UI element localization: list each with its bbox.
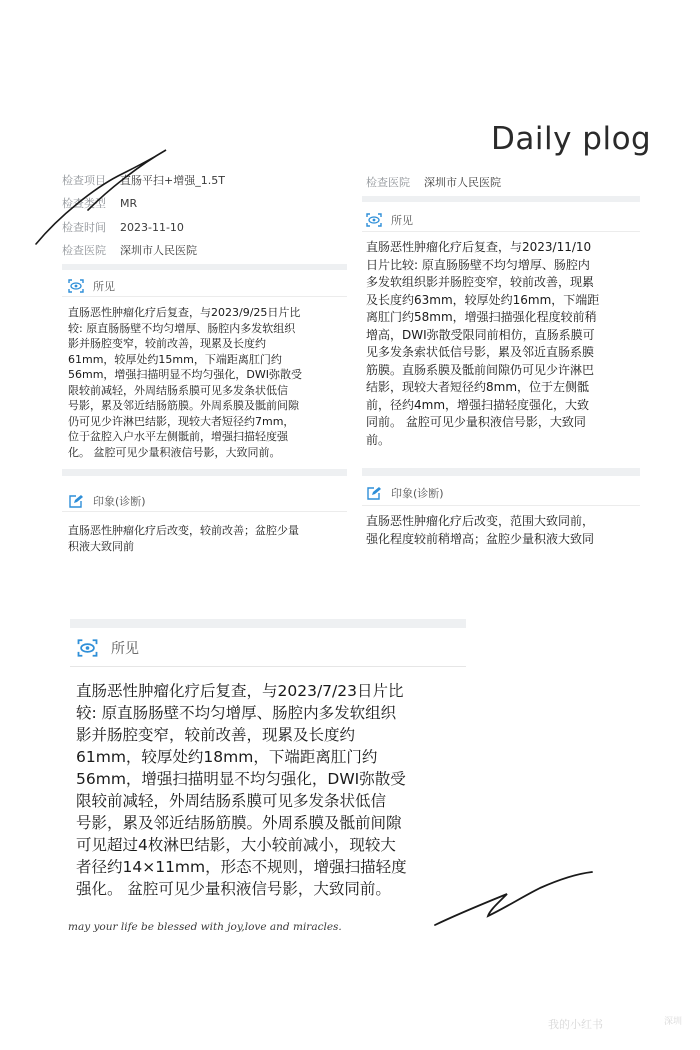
- meta-label: 检查项目: [62, 174, 106, 187]
- pen-swoosh-top: [36, 150, 166, 244]
- meta-value: 深圳市人民医院: [424, 176, 501, 189]
- findings-text: 直肠恶性肿瘤化疗后复查，与2023/7/23日片比 较: 原直肠肠壁不均匀增厚、肠腔内多发软组织 影并肠腔变窄，较前改善，现累及长度约 61mm，较厚处约18mm，下端距离肛门约 56mm，增强扫描明显不均匀强化，DWI弥散受 限较前减轻，外周结肠系膜可见多发条状低信 号影，累及邻近结肠筋膜。外周系膜及骶前间隙 可见超过4枚淋巴结影，大小较前减小，现较大 者径约14×11mm，形态不规则，增强扫描轻度 强化。 盆腔可见少量积液信号影，大致同前。: [76, 682, 407, 898]
- findings-text: 直肠恶性肿瘤化疗后复查，与2023/9/25日片比 较: 原直肠肠壁不均匀增厚、肠腔内多发软组织 影并肠腔变窄，较前改善，现累及长度约 61mm，较厚处约15mm，下端距离肛门约 56mm，增强扫描明显不均匀强化，DWI弥散受 限较前减轻，外周结肠系膜可见多发条状低信 号影，累及邻近结肠筋膜。外周系膜及骶前间隙 仍可见少许淋巴结影，现较大者短径约7mm， 位于盆腔入户水平左侧骶前，增强扫描轻度强 化。 盆腔可见少量积液信号影，大致同前。: [68, 306, 303, 459]
- impression-heading: 印象(诊断): [93, 495, 146, 508]
- watermark-city: 深圳: [664, 1017, 683, 1027]
- meta-value: 2023-11-10: [120, 221, 184, 234]
- footer-quote: may your life be blessed with joy,love and miracles.: [68, 921, 342, 933]
- impression-text: 直肠恶性肿瘤化疗后改变，范围大致同前， 强化程度较前稍增高；盆腔少量积液大致同: [366, 514, 595, 546]
- meta-value: 深圳市人民医院: [120, 244, 197, 257]
- findings-heading: 所见: [93, 280, 115, 293]
- meta-value: MR: [120, 197, 138, 210]
- meta-label: 检查医院: [366, 176, 410, 189]
- findings-heading: 所见: [111, 641, 139, 657]
- findings-heading: 所见: [391, 214, 413, 227]
- findings-text: 直肠恶性肿瘤化疗后复查，与2023/11/10 日片比较: 原直肠肠壁不均匀增厚、肠腔内 多发软组织影并肠腔变窄，较前改善，现累 及长度约63mm，较厚处约16mm，下端距 离肛门约58mm，增强扫描强化程度较前稍 增高，DWI弥散受限同前相仿，直肠系膜可 见多发条索状低信号影，累及邻近直肠系膜 筋膜。直肠系膜及骶前间隙仍可见少许淋巴 结影，现较大者短径约8mm，位于左侧骶 前，径约4mm，增强扫描轻度强化，大致 同前。 盆腔可见少量积液信号影，大致同 前。: [366, 240, 600, 447]
- pen-zigzag-bottom: [435, 872, 592, 925]
- meta-label: 检查医院: [62, 244, 106, 257]
- impression-heading: 印象(诊断): [391, 487, 444, 500]
- watermark-text: 我的小红书: [548, 1018, 603, 1031]
- page-title: Daily plog: [491, 121, 652, 157]
- impression-text: 直肠恶性肿瘤化疗后改变，较前改善；盆腔少量 积液大致同前: [68, 524, 299, 553]
- meta-value: 直肠平扫+增强_1.5T: [120, 174, 225, 187]
- meta-label: 检查类型: [62, 197, 106, 210]
- meta-label: 检查时间: [62, 221, 106, 234]
